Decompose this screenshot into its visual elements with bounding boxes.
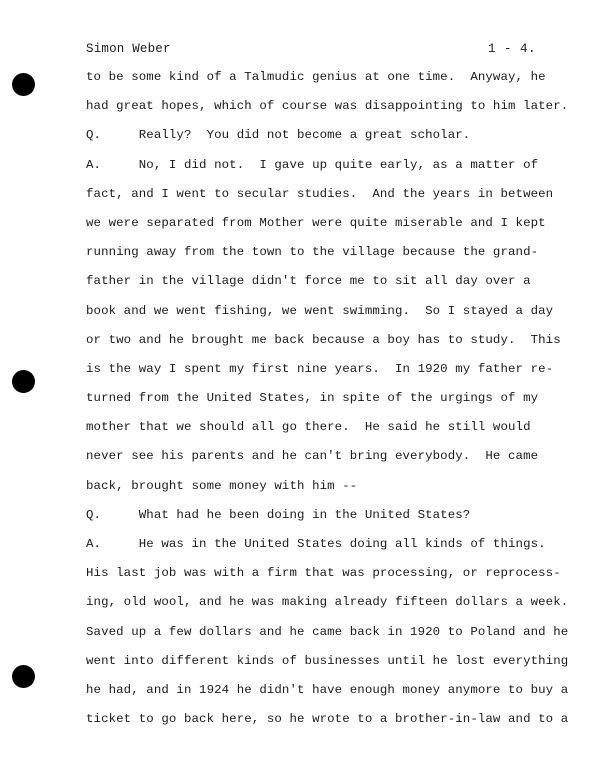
text-line: is the way I spent my first nine years. In 1920 my father re- [86,361,554,376]
punch-hole-icon [12,665,35,688]
transcript-body [86,69,569,740]
text-line: A. He was in the United States doing all kinds of things. [86,537,546,551]
text-line: ing, old wool, and he was making already fifteen dollars a week. [86,595,569,610]
text-line: had great hopes, which of course was disappointing to him later. [86,99,569,114]
punch-hole-icon [12,73,35,96]
text-line: or two and he brought me back because a boy has to study. This [86,332,561,347]
header-name: Simon Weber [86,42,171,56]
text-line: to be some kind of a Talmudic genius at one time. Anyway, he [86,70,546,84]
punch-hole-icon [12,370,35,393]
text-line: A. No, I did not. I gave up quite early, as a matter of [86,157,539,172]
text-line: mother that we should all go there. He said he still would [86,420,531,435]
text-line: Saved up a few dollars and he came back in 1920 to Poland and he [86,624,569,639]
text-line: went into different kinds of businesses until he lost everything [86,653,569,668]
text-line: His last job was with a firm that was processing, or reprocess- [86,566,561,581]
text-line: back, brought some money with him -- [86,478,358,493]
text-line: turned from the United States, in spite of the urgings of my [86,391,539,406]
text-line: running away from the town to the village because the grand- [86,245,539,260]
text-line: father in the village didn't force me to sit all day over a [86,274,531,289]
text-line: fact, and I went to secular studies. And the years in between [86,186,554,201]
text-line: Q. What had he been doing in the United States? [86,507,471,522]
page-number: 1 - 4. [488,42,537,56]
text-line: ticket to go back here, so he wrote to a brother-in-law and to a [86,712,569,727]
text-line: he had, and in 1924 he didn't have enough money anymore to buy a [86,682,569,697]
text-line: book and we went fishing, we went swimming. So I stayed a day [86,303,554,318]
text-line: we were separated from Mother were quite miserable and I kept [86,215,546,230]
text-line: Q. Really? You did not become a great scholar. [86,128,471,143]
text-line: never see his parents and he can't bring everybody. He came [86,449,539,464]
